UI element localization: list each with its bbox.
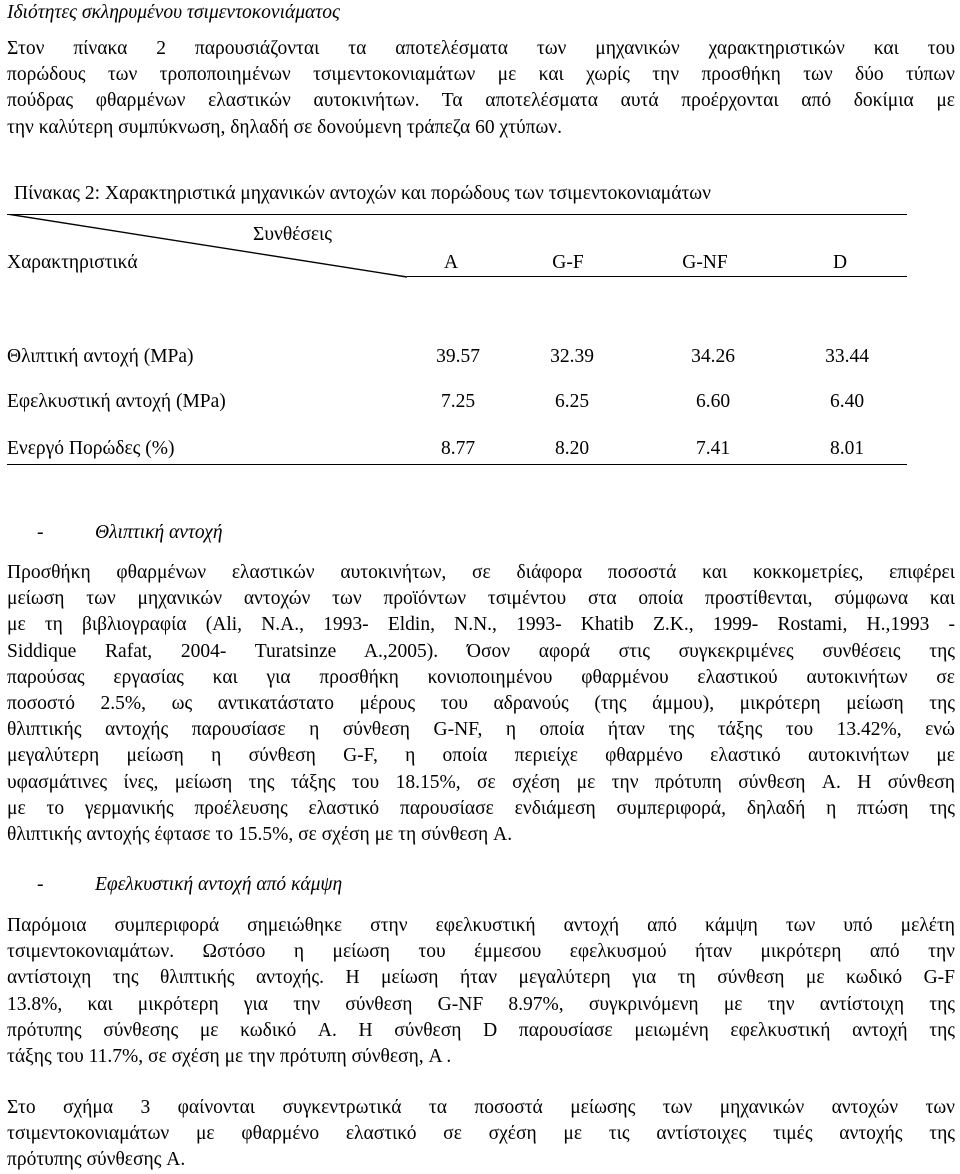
paragraph-line: παρούσας εργασίας και για προσθήκη κονιοποιημένου φθαρμένου ελαστικού αυτοκινήτων σε	[7, 666, 955, 688]
section-title-text: Θλιπτική αντοχή	[95, 522, 223, 543]
column-header-a: A	[443, 252, 459, 273]
paragraph-line: πρότυπης σύνθεσης με κωδικό A. Η σύνθεση D παρουσίασε μειωμένη εφελκυστική αντοχή της	[7, 1019, 955, 1041]
intro-line: Στον πίνακα 2 παρουσιάζονται τα αποτελέσματα των μηχανικών χαρακτηριστικών και του	[7, 38, 955, 59]
paragraph-line: πρότυπης σύνθεσης A.	[7, 1149, 186, 1171]
intro-line: πούδρας φθαρμένων ελαστικών αυτοκινήτων. Τα αποτελέσματα αυτά προέρχονται από δοκίμια με	[7, 90, 955, 112]
table-bottom-rule	[7, 464, 907, 465]
section-heading: Ιδιότητες σκληρυμένου τσιμεντοκονιάματος	[7, 2, 340, 23]
paragraph-line: 13.8%, και μικρότερη για την σύνθεση G-NF 8.97%, συγκρινόμενη με την αντίστοιχη της	[7, 993, 955, 1015]
table-cell: 7.41	[695, 438, 731, 459]
table-cell: 8.77	[440, 438, 476, 459]
section-title-compressive	[37, 522, 223, 544]
row-label-compressive: Θλιπτική αντοχή (MPa)	[7, 346, 194, 367]
header-characteristics: Χαρακτηριστικά	[7, 252, 138, 273]
bullet-dash: -	[37, 522, 44, 543]
bullet-dash: -	[37, 874, 44, 895]
table-cell: 39.57	[436, 346, 480, 367]
column-header-d: D	[832, 252, 848, 273]
row-label-tensile: Εφελκυστική αντοχή (MPa)	[7, 391, 226, 412]
paragraph-line: τάξης του 11.7%, σε σχέση με την πρότυπη σύνθεση, A .	[7, 1046, 452, 1068]
paragraph-line: μεγαλύτερη μείωση η σύνθεση G-F, η οποία περιείχε φθαρμένο ελαστικό αυτοκινήτων με	[7, 745, 955, 767]
table-cell: 8.20	[554, 438, 590, 459]
paragraph-line: θλιπτικής αντοχής παρουσίασε η σύνθεση G-NF, η οποία ήταν της τάξης του 13.42%, ενώ	[7, 719, 955, 741]
paragraph-line: αντίστοιχη της θλιπτικής αντοχής. Η μείωση ήταν μεγαλύτερη για τη σύνθεση με κωδικό G-F	[7, 967, 955, 989]
column-header-g-f: G-F	[552, 252, 584, 273]
paragraph-line: Siddique Rafat, 2004- Turatsinze A.,2005). Όσον αφορά στις συγκεκριμένες συνθέσεις της	[7, 640, 955, 662]
table-cell: 33.44	[825, 346, 869, 367]
header-compositions: Συνθέσεις	[253, 224, 333, 245]
closing-paragraph	[7, 1095, 955, 1174]
intro-line: την καλύτερη συμπύκνωση, δηλαδή σε δονούμενη τράπεζα 60 χτύπων.	[7, 116, 562, 138]
paragraph-line: Προσθήκη φθαρμένων ελαστικών αυτοκινήτων, σε διάφορα ποσοστά και κοκκομετρίες, επιφέρει	[7, 562, 955, 583]
table-cell: 32.39	[550, 346, 594, 367]
paragraph-line: θλιπτικής αντοχής έφτασε το 15.5%, σε σχέση με τη σύνθεση A.	[7, 824, 513, 846]
table-cell: 7.25	[440, 391, 476, 412]
row-label-porosity: Ενεργό Πορώδες (%)	[7, 438, 175, 459]
table-cell: 6.60	[695, 391, 731, 412]
table-cell: 8.01	[829, 438, 865, 459]
section-title-tensile	[37, 874, 342, 896]
paragraph-line: με το γερμανικής προέλευσης ελαστικό παρουσίασε ενδιάμεση συμπεριφορά, δηλαδή η πτώση της	[7, 797, 955, 819]
paragraph-line: τσιμεντοκονιαμάτων. Ωστόσο η μείωση του έμμεσου εφελκυσμού ήταν μικρότερη από την	[7, 941, 955, 963]
column-header-g-nf: G-NF	[682, 252, 728, 273]
compressive-paragraph	[7, 560, 955, 848]
section-title-text: Εφελκυστική αντοχή από κάμψη	[95, 874, 343, 895]
intro-line: πορώδους των τροποποιημένων τσιμεντοκονιαμάτων με και χωρίς την προσθήκη των δύο τύπων	[7, 64, 955, 86]
table-caption: Πίνακας 2: Χαρακτηριστικά μηχανικών αντοχών και πορώδους των τσιμεντοκονιαμάτων	[14, 183, 711, 204]
paragraph-line: υφασμάτινες ίνες, μείωση της τάξης του 18.15%, σε σχέση με την πρότυπη σύνθεση A. Η σύνθεση	[7, 771, 955, 793]
intro-paragraph	[7, 36, 955, 141]
paragraph-line: με τη βιβλιογραφία (Ali, N.A., 1993- Eldin, N.N., 1993- Khatib Z.K., 1999- Rostami, H.,1993 -	[7, 614, 955, 636]
tensile-paragraph	[7, 913, 955, 1070]
header-bottom-rule	[407, 276, 907, 277]
paragraph-line: Στο σχήμα 3 φαίνονται συγκεντρωτικά τα ποσοστά μείωσης των μηχανικών αντοχών των	[7, 1097, 955, 1118]
table-cell: 6.25	[554, 391, 590, 412]
table-cell: 34.26	[691, 346, 735, 367]
paragraph-line: ποσοστό 2.5%, ως αντικατάστατο μέρους του αδρανούς (της άμμου), μικρότερη μείωση της	[7, 693, 955, 715]
paragraph-line: μείωση των μηχανικών αντοχών των προϊόντων τσιμέντου στα οποία προστίθενται, σύμφωνα και	[7, 588, 955, 610]
paragraph-line: Παρόμοια συμπεριφορά σημειώθηκε στην εφελκυστική αντοχή από κάμψη των υπό μελέτη	[7, 915, 955, 936]
results-table	[7, 214, 907, 474]
paragraph-line: τσιμεντοκονιαμάτων με φθαρμένο ελαστικό σε σχέση με τις αντίστοιχες τιμές αντοχής της	[7, 1123, 955, 1145]
table-cell: 6.40	[829, 391, 865, 412]
